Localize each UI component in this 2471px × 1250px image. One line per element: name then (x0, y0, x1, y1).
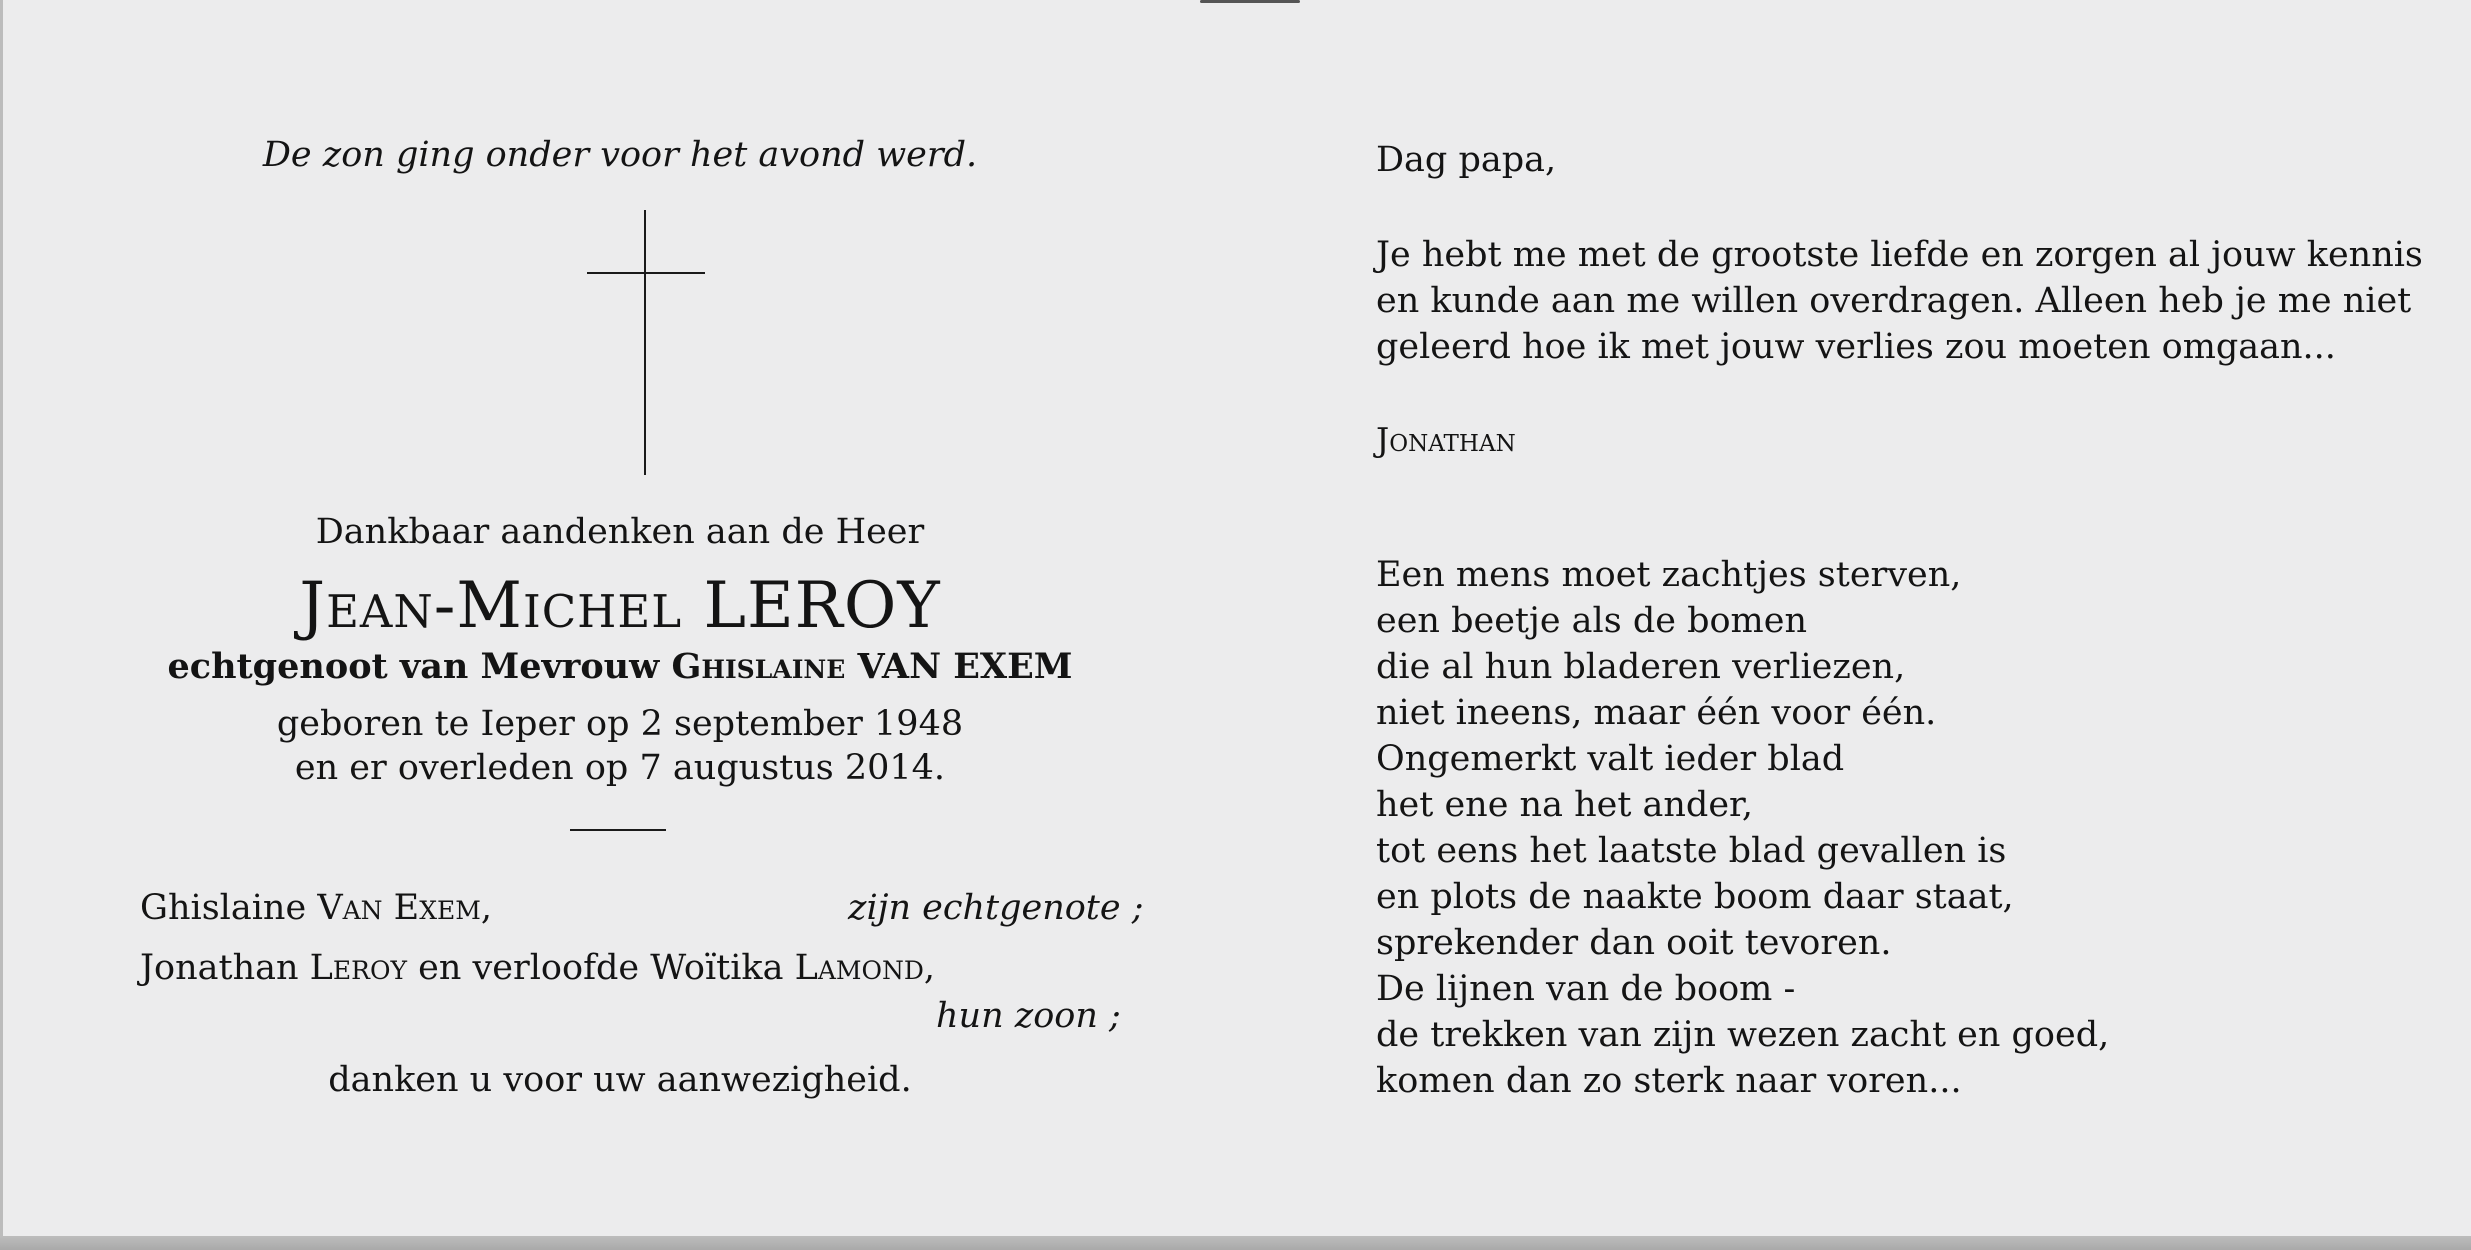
thanks-line: danken u voor uw aanwezigheid. (328, 1060, 912, 1100)
poem-line: niet ineens, maar één voor één. (1376, 693, 1937, 733)
cross-icon (580, 210, 710, 475)
spouse-name: Ghislaine VAN EXEM (671, 646, 1073, 687)
mourner-first-name: Jonathan (140, 948, 299, 988)
mourner-fiancee-text: en verloofde Woïtika (418, 948, 784, 988)
cross-horizontal-bar (587, 272, 705, 274)
letter-line: en kunde aan me willen overdragen. Alleen heb je me niet (1376, 281, 2412, 321)
intro-line: Dankbaar aandenken aan de Heer (315, 512, 925, 552)
mourner-surname: Leroy (309, 948, 407, 988)
mourner-first-name: Ghislaine (140, 888, 307, 928)
spouse-line (120, 646, 1120, 687)
spouse-prefix: echtgenoot van Mevrouw (167, 646, 660, 687)
divider (570, 829, 666, 831)
poem-line: het ene na het ander, (1376, 785, 1754, 825)
cross-vertical-bar (644, 210, 646, 475)
mourner-son (140, 948, 935, 988)
mourner-surname: Van Exem, (317, 888, 492, 928)
mourner-spouse (140, 888, 492, 928)
poem-line: en plots de naakte boom daar staat, (1376, 877, 2014, 917)
card-left-edge (0, 0, 3, 1236)
letter-greeting: Dag papa, (1376, 140, 1557, 180)
letter-line: geleerd hoe ik met jouw verlies zou moeten omgaan... (1376, 327, 2336, 367)
letter-body (1376, 232, 2423, 370)
death-line: en er overleden op 7 augustus 2014. (294, 748, 946, 788)
mourner-fiancee-surname: Lamond, (794, 948, 936, 988)
poem-line: de trekken van zijn wezen zacht en goed, (1376, 1015, 2110, 1055)
birth-line: geboren te Ieper op 2 september 1948 (276, 704, 964, 744)
poem-line: tot eens het laatste blad gevallen is (1376, 831, 2007, 871)
letter-line: Je hebt me met de grootste liefde en zorgen al jouw kennis (1376, 235, 2423, 275)
poem-line: die al hun bladeren verliezen, (1376, 647, 1906, 687)
letter-signature: Jonathan (1376, 420, 1516, 459)
poem-line: Een mens moet zachtjes sterven, (1376, 555, 1962, 595)
poem (1376, 552, 2109, 1104)
mourner-spouse-role: zijn echtgenote ; (848, 888, 1144, 928)
deceased-name: Jean-Michel LEROY (299, 569, 941, 643)
mourner-son-role: hun zoon ; (936, 996, 1121, 1036)
card-bottom-edge (0, 1236, 2471, 1250)
poem-line: sprekender dan ooit tevoren. (1376, 923, 1892, 963)
poem-line: komen dan zo sterk naar voren... (1376, 1061, 1962, 1101)
poem-line: De lijnen van de boom - (1376, 969, 1796, 1009)
poem-line: een beetje als de bomen (1376, 601, 1807, 641)
fold-mark (1200, 0, 1300, 3)
poem-line: Ongemerkt valt ieder blad (1376, 739, 1845, 779)
motto: De zon ging onder voor het avond werd. (262, 135, 978, 175)
